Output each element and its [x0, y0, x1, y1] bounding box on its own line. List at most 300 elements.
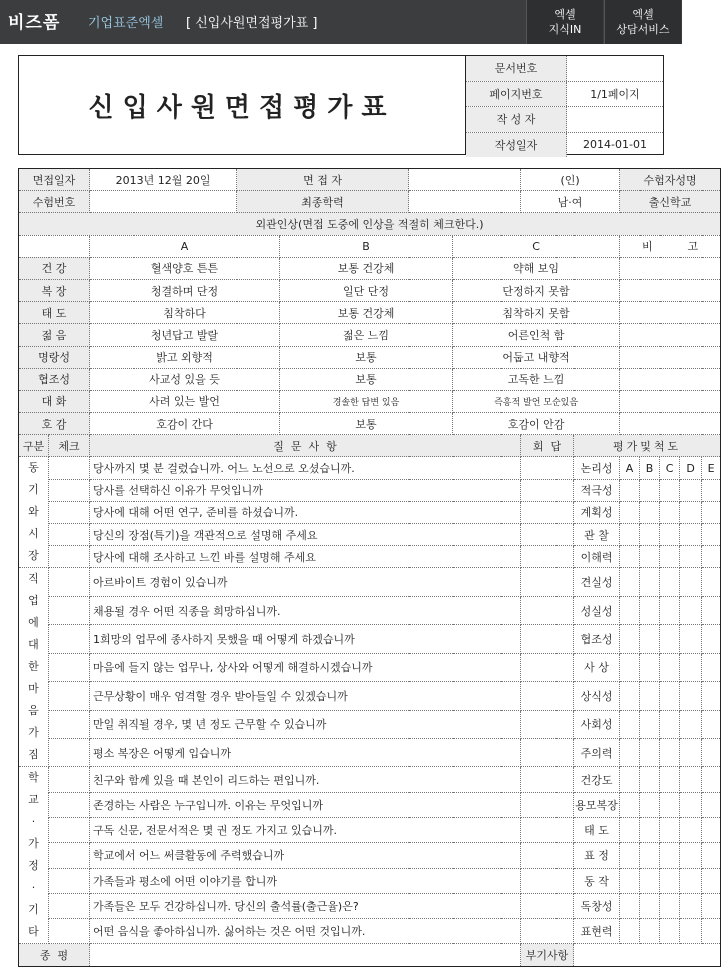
page-number-value[interactable]: 1/1페이지: [590, 87, 640, 101]
impression-col-b: B: [280, 235, 453, 257]
question-text: 존경하는 사람은 누구입니까. 이유는 무엇입니까: [90, 792, 521, 817]
summary-value[interactable]: [90, 944, 521, 966]
check-cell[interactable]: [49, 625, 90, 653]
impression-b[interactable]: 보통: [280, 368, 453, 390]
examinee-name-label: 수험자성명: [620, 169, 721, 191]
answer-cell[interactable]: [521, 501, 574, 523]
question-text: 당사를 선택하신 이유가 무엇입니까: [90, 479, 521, 501]
check-cell[interactable]: [49, 524, 90, 546]
info-row: [19, 169, 721, 191]
grade-cell-d[interactable]: [680, 625, 702, 653]
evaluation-criterion: 성실성: [574, 596, 620, 624]
category-cell: [19, 767, 49, 944]
question-text: 가족들은 모두 건강하십니까. 당신의 출석률(출근율)은?: [90, 893, 521, 918]
impression-label: 젊 음: [19, 324, 90, 346]
question-row: [19, 457, 721, 479]
question-row: [19, 919, 721, 944]
author-value[interactable]: [567, 107, 663, 132]
question-row: [19, 767, 721, 792]
grade-cell-d[interactable]: [680, 682, 702, 710]
evaluation-criterion: 견실성: [574, 568, 620, 596]
impression-b[interactable]: 보통 건강체: [280, 302, 453, 324]
impression-col-a: A: [90, 235, 280, 257]
impression-label: 건 강: [19, 257, 90, 279]
grade-cell-d[interactable]: [680, 524, 702, 546]
answer-cell[interactable]: [521, 457, 574, 479]
grade-cell-e[interactable]: [702, 501, 721, 523]
doc-number-label: 문서번호: [466, 56, 567, 81]
grade-cell-a[interactable]: [620, 843, 640, 868]
impression-label: 복 장: [19, 279, 90, 301]
grade-cell-a[interactable]: [620, 893, 640, 918]
page-title: 신입사원면접평가표: [19, 56, 466, 154]
grade-cell-a[interactable]: [620, 524, 640, 546]
grade-cell-d[interactable]: D: [680, 457, 702, 479]
impression-title: 외관인상(면접 도중에 인상을 적절히 체크한다.): [19, 213, 721, 235]
impression-label: 대 화: [19, 390, 90, 412]
grade-cell-b[interactable]: [640, 596, 660, 624]
grade-cell-d[interactable]: [680, 710, 702, 738]
answer-cell[interactable]: [521, 868, 574, 893]
grade-cell-d[interactable]: [680, 767, 702, 792]
grade-cell-b[interactable]: [640, 710, 660, 738]
question-text: 채용될 경우 어떤 직종을 희망하십니까.: [90, 596, 521, 624]
check-cell[interactable]: [49, 501, 90, 523]
grade-cell-c[interactable]: [660, 767, 680, 792]
grade-cell-a[interactable]: [620, 653, 640, 681]
check-header: 체크: [49, 435, 90, 457]
grade-cell-d[interactable]: [680, 818, 702, 843]
meta-row: [466, 133, 663, 158]
grade-cell-c[interactable]: C: [660, 457, 680, 479]
category-label: 직업에대한마음가짐: [28, 572, 39, 762]
grade-cell-e[interactable]: [702, 843, 721, 868]
answer-cell[interactable]: [521, 596, 574, 624]
question-row: [19, 868, 721, 893]
meta-row: [466, 107, 663, 133]
evaluation-criterion: 계획성: [574, 501, 620, 523]
excel-knowledge-button[interactable]: 엑셀 지식IN: [526, 0, 603, 44]
grade-cell-a[interactable]: [620, 568, 640, 596]
grade-cell-d[interactable]: [680, 893, 702, 918]
impression-a[interactable]: 청년답고 발랄: [90, 324, 280, 346]
impression-c[interactable]: 즉흥적 발언 모순있음: [453, 390, 620, 412]
question-text: 당사까지 몇 분 걸렸습니까. 어느 노선으로 오셨습니까.: [90, 457, 521, 479]
check-cell[interactable]: [49, 738, 90, 766]
impression-note[interactable]: [620, 413, 721, 435]
grade-cell-e[interactable]: E: [702, 457, 721, 479]
grade-cell-d[interactable]: [680, 868, 702, 893]
grade-cell-a[interactable]: [620, 546, 640, 568]
grade-cell-a[interactable]: [620, 738, 640, 766]
grade-cell-d[interactable]: [680, 792, 702, 817]
check-cell[interactable]: [49, 792, 90, 817]
impression-row: [19, 302, 721, 324]
grade-cell-d[interactable]: [680, 596, 702, 624]
impression-b[interactable]: 보통: [280, 413, 453, 435]
grade-cell-b[interactable]: [640, 501, 660, 523]
author-label: 작 성 자: [466, 107, 567, 132]
answer-cell[interactable]: [521, 568, 574, 596]
school-label: 출신학교: [620, 191, 721, 213]
answer-cell[interactable]: [521, 625, 574, 653]
answer-cell[interactable]: [521, 818, 574, 843]
question-row: [19, 653, 721, 681]
info-row: [19, 191, 721, 213]
grade-cell-e[interactable]: [702, 893, 721, 918]
impression-b[interactable]: 일단 단정: [280, 279, 453, 301]
grade-cell-c[interactable]: [660, 568, 680, 596]
question-row: [19, 710, 721, 738]
question-text: 근무상황이 매우 엄격할 경우 받아들일 수 있겠습니까: [90, 682, 521, 710]
impression-label: 호 감: [19, 413, 90, 435]
check-cell[interactable]: [49, 596, 90, 624]
impression-b[interactable]: 보통: [280, 346, 453, 368]
impression-note[interactable]: [620, 302, 721, 324]
gender-value[interactable]: 남·여: [521, 191, 620, 213]
impression-note[interactable]: [620, 346, 721, 368]
grade-cell-c[interactable]: [660, 919, 680, 944]
question-row: [19, 568, 721, 596]
question-row: [19, 501, 721, 523]
grade-cell-a[interactable]: [620, 682, 640, 710]
answer-cell[interactable]: [521, 653, 574, 681]
brand-tagline: 기업표준엑셀: [88, 16, 164, 31]
exam-number-label: 수험번호: [19, 191, 90, 213]
meta-row: [466, 82, 663, 108]
grade-cell-e[interactable]: [702, 479, 721, 501]
grade-cell-c[interactable]: [660, 596, 680, 624]
grade-cell-d[interactable]: [680, 738, 702, 766]
grade-cell-b[interactable]: [640, 919, 660, 944]
questions-header-row: [19, 435, 721, 457]
grade-cell-a[interactable]: [620, 596, 640, 624]
impression-a[interactable]: 사교성 있을 듯: [90, 368, 280, 390]
grade-cell-c[interactable]: [660, 653, 680, 681]
excel-consulting-button[interactable]: 엑셀 상담서비스: [604, 0, 681, 44]
evaluation-criterion: 독창성: [574, 893, 620, 918]
grade-cell-c[interactable]: [660, 738, 680, 766]
evaluation-criterion: 건강도: [574, 767, 620, 792]
grade-cell-a[interactable]: [620, 818, 640, 843]
grade-cell-e[interactable]: [702, 738, 721, 766]
grade-cell-c[interactable]: [660, 546, 680, 568]
impression-a[interactable]: 청결하며 단정: [90, 279, 280, 301]
impression-label: 협조성: [19, 368, 90, 390]
grade-cell-a[interactable]: [620, 710, 640, 738]
grade-cell-b[interactable]: [640, 524, 660, 546]
question-row: [19, 843, 721, 868]
evaluation-criterion: 적극성: [574, 479, 620, 501]
question-text: 구독 신문, 전문서적은 몇 권 정도 가지고 있습니까.: [90, 818, 521, 843]
impression-a[interactable]: 호감이 간다: [90, 413, 280, 435]
interviewer-label: 면 접 자: [237, 169, 409, 191]
answer-cell[interactable]: [521, 710, 574, 738]
grade-cell-e[interactable]: [702, 653, 721, 681]
grade-cell-a[interactable]: [620, 625, 640, 653]
category-label: 동기와시장: [28, 461, 39, 563]
question-text: 아르바이트 경험이 있습니까: [90, 568, 521, 596]
grade-cell-e[interactable]: [702, 568, 721, 596]
answer-cell[interactable]: [521, 792, 574, 817]
check-cell[interactable]: [49, 546, 90, 568]
grade-cell-b[interactable]: [640, 792, 660, 817]
grade-cell-c[interactable]: [660, 501, 680, 523]
grade-cell-e[interactable]: [702, 919, 721, 944]
impression-c[interactable]: 약해 보임: [453, 257, 620, 279]
grade-cell-e[interactable]: [702, 868, 721, 893]
grade-cell-b[interactable]: [640, 868, 660, 893]
grade-cell-d[interactable]: [680, 843, 702, 868]
evaluation-criterion: 이해력: [574, 546, 620, 568]
interview-date-label: 면접일자: [19, 169, 90, 191]
check-cell[interactable]: [49, 919, 90, 944]
grade-cell-d[interactable]: [680, 479, 702, 501]
evaluation-criterion: 사회성: [574, 710, 620, 738]
impression-b[interactable]: 젊은 느낌: [280, 324, 453, 346]
grade-cell-e[interactable]: [702, 682, 721, 710]
summary-label: 종 평: [19, 944, 90, 966]
impression-row: [19, 390, 721, 412]
evaluation-criterion: 협조성: [574, 625, 620, 653]
category-cell: [19, 457, 49, 568]
check-cell[interactable]: [49, 653, 90, 681]
question-text: 어떤 음식을 좋아하십니까. 싫어하는 것은 어떤 것입니까.: [90, 919, 521, 944]
grade-cell-a[interactable]: [620, 501, 640, 523]
grade-cell-c[interactable]: [660, 893, 680, 918]
question-row: [19, 524, 721, 546]
grade-cell-b[interactable]: B: [640, 457, 660, 479]
answer-cell[interactable]: [521, 919, 574, 944]
impression-title-row: [19, 213, 721, 235]
grade-cell-e[interactable]: [702, 546, 721, 568]
question-text: 가족들과 평소에 어떤 이야기를 합니까: [90, 868, 521, 893]
education-label: 최종학력: [237, 191, 409, 213]
answer-cell[interactable]: [521, 843, 574, 868]
category-label: 학교·가정·기타: [28, 771, 39, 939]
top-banner: [0, 0, 682, 44]
impression-col-note: 비 고: [620, 235, 721, 257]
category-cell: [19, 568, 49, 767]
impression-header-row: [19, 235, 721, 257]
evaluation-criterion: 동 작: [574, 868, 620, 893]
impression-c[interactable]: 어둡고 내향적: [453, 346, 620, 368]
impression-a[interactable]: 사려 있는 발언: [90, 390, 280, 412]
grade-cell-b[interactable]: [640, 653, 660, 681]
grade-cell-c[interactable]: [660, 792, 680, 817]
brand-logo[interactable]: 비즈폼: [8, 13, 61, 33]
evaluation-criterion: 주의력: [574, 738, 620, 766]
footer-row: [19, 944, 721, 966]
question-text: 학교에서 어느 써클활동에 주력했습니까: [90, 843, 521, 868]
grade-cell-a[interactable]: [620, 479, 640, 501]
question-text: 친구와 함께 있을 때 본인이 리드하는 편입니까.: [90, 767, 521, 792]
grade-cell-c[interactable]: [660, 625, 680, 653]
impression-corner: [19, 235, 90, 257]
impression-note[interactable]: [620, 390, 721, 412]
impression-note[interactable]: [620, 368, 721, 390]
grade-cell-d[interactable]: [680, 546, 702, 568]
evaluation-criterion: 용모복장: [574, 792, 620, 817]
interviewer-value[interactable]: [409, 169, 521, 191]
impression-note[interactable]: [620, 257, 721, 279]
grade-cell-d[interactable]: [680, 501, 702, 523]
impression-note[interactable]: [620, 279, 721, 301]
impression-b[interactable]: 보통 건강체: [280, 257, 453, 279]
date-label: 작성일자: [466, 133, 567, 158]
exam-number-value[interactable]: [90, 191, 237, 213]
impression-label: 태 도: [19, 302, 90, 324]
impression-note[interactable]: [620, 324, 721, 346]
evaluation-criterion: 표현력: [574, 919, 620, 944]
grade-cell-d[interactable]: [680, 568, 702, 596]
question-row: [19, 738, 721, 766]
question-row: [19, 818, 721, 843]
grade-cell-b[interactable]: [640, 568, 660, 596]
check-cell[interactable]: [49, 843, 90, 868]
question-text: 만일 취직될 경우, 몇 년 정도 근무할 수 있습니까: [90, 710, 521, 738]
grade-cell-b[interactable]: [640, 546, 660, 568]
check-cell[interactable]: [49, 568, 90, 596]
impression-c[interactable]: 고독한 느낌: [453, 368, 620, 390]
grade-cell-b[interactable]: [640, 682, 660, 710]
impression-a[interactable]: 혈색양호 튼튼: [90, 257, 280, 279]
grade-cell-c[interactable]: [660, 710, 680, 738]
document-header: [18, 55, 664, 155]
evaluation-criterion: 상식성: [574, 682, 620, 710]
grade-cell-e[interactable]: [702, 767, 721, 792]
answer-cell[interactable]: [521, 682, 574, 710]
page-number-label: 페이지번호: [466, 82, 567, 107]
answer-cell[interactable]: [521, 524, 574, 546]
evaluation-criterion: 태 도: [574, 818, 620, 843]
impression-row: [19, 368, 721, 390]
impression-row: [19, 413, 721, 435]
evaluation-criterion: 사 상: [574, 653, 620, 681]
grade-cell-d[interactable]: [680, 653, 702, 681]
question-text: 1희망의 업무에 종사하지 못했을 때 어떻게 하겠습니까: [90, 625, 521, 653]
question-text: 당사에 대해 어떤 연구, 준비를 하셨습니까.: [90, 501, 521, 523]
question-row: [19, 596, 721, 624]
impression-row: [19, 257, 721, 279]
impression-row: [19, 279, 721, 301]
grade-cell-a[interactable]: [620, 919, 640, 944]
grade-cell-c[interactable]: [660, 843, 680, 868]
answer-cell[interactable]: [521, 546, 574, 568]
question-text: 당신의 장점(특기)을 객관적으로 설명해 주세요: [90, 524, 521, 546]
grade-cell-c[interactable]: [660, 479, 680, 501]
question-row: [19, 682, 721, 710]
remarks-label: 부기사항: [521, 944, 574, 966]
grade-cell-b[interactable]: [640, 843, 660, 868]
grade-cell-a[interactable]: [620, 767, 640, 792]
grade-cell-e[interactable]: [702, 710, 721, 738]
grade-cell-d[interactable]: [680, 919, 702, 944]
grade-cell-c[interactable]: [660, 868, 680, 893]
impression-b[interactable]: 경솔한 답변 있음: [280, 390, 453, 412]
check-cell[interactable]: [49, 479, 90, 501]
grade-cell-e[interactable]: [702, 596, 721, 624]
evaluation-criterion: 표 정: [574, 843, 620, 868]
impression-c[interactable]: 호감이 안감: [453, 413, 620, 435]
grade-cell-a[interactable]: A: [620, 457, 640, 479]
impression-row: [19, 324, 721, 346]
grade-cell-e[interactable]: [702, 818, 721, 843]
question-row: [19, 546, 721, 568]
check-cell[interactable]: [49, 868, 90, 893]
document-meta: [466, 56, 663, 157]
impression-a[interactable]: 밝고 외향적: [90, 346, 280, 368]
answer-cell[interactable]: [521, 738, 574, 766]
seal-mark: (인): [521, 169, 620, 191]
impression-c[interactable]: 단정하지 못함: [453, 279, 620, 301]
grade-cell-e[interactable]: [702, 792, 721, 817]
check-cell[interactable]: [49, 457, 90, 479]
check-cell[interactable]: [49, 767, 90, 792]
impression-col-c: C: [453, 235, 620, 257]
grade-cell-b[interactable]: [640, 767, 660, 792]
banner-document-title: [ 신입사원면접평가표 ]: [186, 16, 318, 31]
check-cell[interactable]: [49, 818, 90, 843]
remarks-value[interactable]: [574, 944, 721, 966]
evaluation-criterion: 논리성: [574, 457, 620, 479]
evaluation-table: [18, 168, 721, 967]
question-text: 평소 복장은 어떻게 입습니까: [90, 738, 521, 766]
doc-number-value[interactable]: [567, 56, 663, 81]
impression-c[interactable]: 침착하지 못함: [453, 302, 620, 324]
answer-header: 회 답: [521, 435, 574, 457]
answer-cell[interactable]: [521, 479, 574, 501]
question-row: [19, 479, 721, 501]
question-row: [19, 792, 721, 817]
grade-cell-c[interactable]: [660, 818, 680, 843]
check-cell[interactable]: [49, 710, 90, 738]
grade-cell-e[interactable]: [702, 524, 721, 546]
grade-cell-c[interactable]: [660, 524, 680, 546]
grade-cell-b[interactable]: [640, 738, 660, 766]
impression-a[interactable]: 침착하다: [90, 302, 280, 324]
evaluation-header: 평가및척도: [574, 435, 721, 457]
answer-cell[interactable]: [521, 893, 574, 918]
question-row: [19, 893, 721, 918]
meta-row: [466, 56, 663, 82]
questions-body: [19, 457, 721, 944]
grade-cell-b[interactable]: [640, 818, 660, 843]
evaluation-criterion: 관 찰: [574, 524, 620, 546]
check-cell[interactable]: [49, 682, 90, 710]
answer-cell[interactable]: [521, 767, 574, 792]
grade-cell-a[interactable]: [620, 868, 640, 893]
check-cell[interactable]: [49, 893, 90, 918]
grade-cell-c[interactable]: [660, 682, 680, 710]
education-value[interactable]: [409, 191, 521, 213]
date-value[interactable]: 2014-01-01: [583, 138, 647, 152]
grade-cell-b[interactable]: [640, 625, 660, 653]
grade-cell-e[interactable]: [702, 625, 721, 653]
question-header: 질 문 사 항: [90, 435, 521, 457]
grade-cell-b[interactable]: [640, 479, 660, 501]
question-text: 당사에 대해 조사하고 느낀 바를 설명해 주세요: [90, 546, 521, 568]
grade-cell-a[interactable]: [620, 792, 640, 817]
question-text: 마음에 들지 않는 업무나, 상사와 어떻게 해결하시겠습니까: [90, 653, 521, 681]
impression-row: [19, 346, 721, 368]
impression-label: 명랑성: [19, 346, 90, 368]
interview-date-value[interactable]: 2013년 12월 20일: [90, 169, 237, 191]
grade-cell-b[interactable]: [640, 893, 660, 918]
impression-c[interactable]: 어른인척 함: [453, 324, 620, 346]
category-header: 구분: [19, 435, 49, 457]
question-row: [19, 625, 721, 653]
